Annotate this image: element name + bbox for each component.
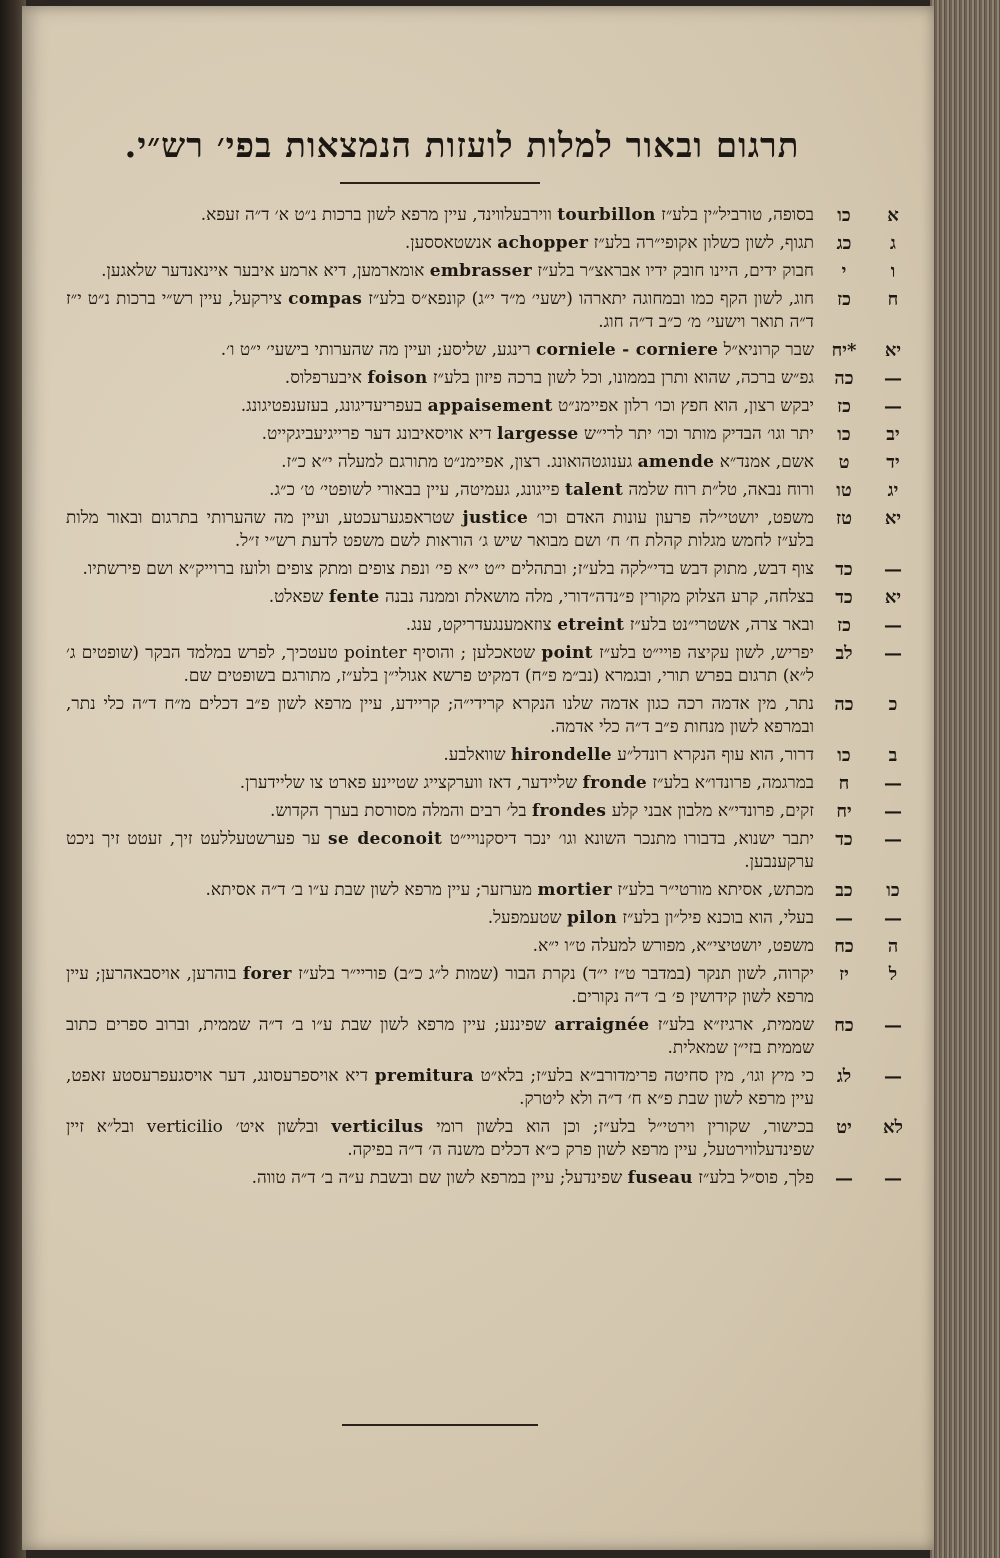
entry-row: [66, 260, 896, 283]
entry-row: [66, 507, 902, 553]
entries-list: [66, 204, 903, 1195]
foreign-word: foison: [367, 368, 428, 388]
foreign-word: amende: [637, 452, 715, 472]
entry-hebrew: נתר, מין אדמה רכה כגון אדמה שלנו הנקרא קרידי״ה; קריידע, עיין מרפא לשון פ״ב דכלים מ״ח ד״ה כלי נתר, ובמרפא לשון מנחות פ״ב ד״ה כלי אדמה.: [66, 694, 814, 737]
entry-explanation: צוזאמענגעדריקט, ענג.: [405, 615, 552, 635]
entry-row: [66, 1116, 903, 1162]
chapter-number: כו: [886, 880, 900, 901]
entry-hebrew: יפריש, לשון עקיצה פויי״ט בלע״ז: [599, 643, 815, 663]
entry-explanation: אנשטאססען.: [404, 233, 492, 253]
entry-text: [66, 558, 836, 581]
entry-explanation: דיא אויסאיבונג דער פרייגיעביגקייט.: [261, 424, 492, 444]
entry-row: [66, 204, 899, 227]
foreign-word: mortier: [537, 880, 612, 900]
entry-row: [66, 288, 899, 334]
chapter-number: יג: [887, 480, 899, 501]
foreign-word: fuseau: [627, 1168, 693, 1188]
entry-row: [66, 232, 896, 255]
entry-text: [66, 367, 836, 390]
entry-explanation: רינגע, שליסע; ועיין מה שהערותי בישעי׳ י״ט ו׳.: [220, 340, 531, 360]
verse-number: כד: [835, 829, 853, 850]
verse-number: כח: [834, 1015, 854, 1036]
entry-row: [66, 907, 902, 930]
chapter-number: —: [884, 1168, 902, 1189]
entry-hebrew: בעלי, הוא בוכנא פיל״ון בלע״ז: [622, 908, 814, 928]
verse-number: כה: [834, 368, 854, 389]
entry-text: [66, 232, 836, 255]
entry-hebrew: כי מיץ וגו׳, מין סחיטה פרימדורב״א בלע״ז; בלא״ט: [480, 1066, 815, 1086]
foreign-word: compas: [288, 289, 363, 309]
verse-number: ח: [838, 773, 850, 794]
entry-hebrew: יתר וגו׳ הבדיק מותר וכו׳ יתר לרי״ש: [583, 424, 814, 444]
chapter-number: —: [884, 368, 902, 389]
chapter-number: —: [884, 643, 902, 664]
entry-row: [66, 879, 900, 902]
chapter-number: יא: [884, 340, 902, 361]
verse-number: יח: [836, 801, 852, 822]
chapter-number: יא: [884, 508, 902, 529]
verse-number: כז: [837, 396, 851, 417]
foreign-word: tourbillon: [557, 205, 656, 225]
entry-hebrew: חוג, לשון הקף כמו ובמחוגה יתארהו (ישעי׳ מ״ד י״ג) קונפא״ס בלע״ז: [368, 289, 815, 309]
foreign-word: embrasser: [429, 261, 533, 281]
verse-number: כב: [835, 880, 853, 901]
entry-row: [66, 1167, 902, 1190]
entry-hebrew: בסופה, טורביל״ין בלע״ז: [661, 205, 814, 225]
entry-explanation: ובלשון איט׳ verticilio ובל״א זיין שפינדעלווירטעל, עיין מרפא לשון פרק כ״א דכלים משנה ה׳ ד״ה בפיקה.: [66, 1117, 814, 1160]
verse-number: כו: [837, 745, 851, 766]
entry-row: [66, 1065, 902, 1111]
verse-number: כה: [834, 694, 854, 715]
chapter-number: —: [884, 773, 902, 794]
entry-row: [66, 451, 900, 474]
page-edges: [930, 0, 1000, 1558]
entry-text: [66, 1014, 836, 1060]
entry-hebrew: מכתש, אסיתא מורטי״ר בלע״ז: [617, 880, 814, 900]
entry-row: [66, 828, 902, 874]
foreign-word: largesse: [497, 424, 579, 444]
chapter-number: ח: [887, 289, 899, 310]
entry-hebrew: במרגמה, פרונדו״א בלע״ז: [652, 773, 814, 793]
verse-number: —: [835, 908, 853, 929]
foreign-word: verticilus: [331, 1117, 424, 1137]
entry-row: [66, 772, 902, 795]
foreign-word: hirondelle: [510, 745, 612, 765]
verse-number: כו: [837, 424, 851, 445]
entry-explanation: גענוגטהואונג. רצון, אפיימנ״ט מתורגם למעלה י״א כ״ז.: [281, 452, 633, 472]
foreign-word: justice: [462, 508, 529, 528]
foreign-word: etreint: [557, 615, 625, 635]
entry-text: [66, 744, 836, 767]
entry-text: [66, 1065, 836, 1111]
chapter-number: —: [884, 615, 902, 636]
foreign-word: arraignée: [554, 1015, 650, 1035]
entry-explanation: ווירבעלווינד, עיין מרפא לשון ברכות נ״ט א׳ ד״ה זעפא.: [200, 205, 552, 225]
book-page: [22, 6, 934, 1550]
entry-row: [66, 479, 899, 502]
entry-row: [66, 935, 899, 958]
foreign-word: corniele - corniere: [536, 340, 719, 360]
foreign-word: achopper: [497, 233, 589, 253]
entry-text: [66, 772, 836, 795]
entry-explanation: איבערפלוס.: [284, 368, 362, 388]
chapter-number: ו: [890, 261, 896, 282]
entry-text: [66, 828, 836, 874]
title-rule: [340, 182, 540, 184]
entry-hebrew: יבקש רצון, הוא חפץ וכו׳ רלון אפיימנ״ט: [558, 396, 814, 416]
chapter-number: ג: [890, 233, 896, 254]
chapter-number: —: [884, 1066, 902, 1087]
verse-number: לב: [835, 643, 853, 664]
entry-row: [66, 339, 902, 362]
entry-text: [66, 451, 836, 474]
entry-explanation: שוואלבע.: [443, 745, 506, 765]
entry-row: [66, 642, 902, 688]
entry-text: [66, 693, 836, 739]
chapter-number: —: [884, 908, 902, 929]
entry-text: [66, 907, 836, 930]
entry-text: [66, 935, 836, 958]
chapter-number: —: [884, 559, 902, 580]
foreign-word: fente: [328, 587, 380, 607]
foreign-word: forer: [242, 964, 292, 984]
chapter-number: לא: [883, 1117, 903, 1138]
chapter-number: —: [884, 801, 902, 822]
entry-explanation: צירקעל, עיין רש״י ברכות נ״ט י״ז ד״ה תואר וישעי׳ מ׳ כ״ב ד״ה חוג.: [66, 289, 814, 332]
entry-explanation: שטאכלען ; והוסיף pointer טעטכיך, לפרש במלמד הבקר (שופטים ג׳ ל״א) תרגום בפרש תורי, ובגמרא (נב״מ פ״ח) דמקיט פרשא אגולי״ן בלע״ז, מתורגם בשופטים שם.: [66, 643, 814, 686]
entry-row: [66, 693, 898, 739]
entry-text: [66, 963, 836, 1009]
entry-explanation: שטעמפעל.: [487, 908, 562, 928]
entry-explanation: שליידער, דאז ווערקצייג שטיינע פארט צו שליידערן.: [239, 773, 578, 793]
chapter-number: ל: [888, 964, 898, 985]
entry-hebrew: זקים, פרונדי״א מלבון אבני קלע: [611, 801, 814, 821]
entry-text: [66, 642, 836, 688]
entry-text: [66, 1116, 836, 1162]
chapter-number: כ: [888, 694, 898, 715]
verse-number: כד: [835, 587, 853, 608]
chapter-number: א: [887, 205, 899, 226]
verse-number: כג: [836, 233, 852, 254]
entry-hebrew: משפט, יושטיצי״א, מפורש למעלה ט״ו י״א.: [532, 936, 814, 956]
verse-number: כו: [837, 205, 851, 226]
entry-explanation: בוהרען, אויסבאהרען; עיין מרפא לשון קידושין פ׳ ב׳ ד״ה נקורים.: [66, 964, 814, 1007]
foreign-word: se deconoit: [327, 829, 443, 849]
entry-hebrew: חבוק ידים, היינו חובק ידיו אבראצ״ר בלע״ז: [537, 261, 814, 281]
entry-explanation: ער פערשטעללעט זיך, זעטט זיך ניכט ערקענבען.: [66, 829, 814, 872]
entry-hebrew: דרור, הוא עוף הנקרא רונדל״ע: [617, 745, 814, 765]
chapter-number: יד: [886, 452, 900, 473]
entry-text: [66, 288, 836, 334]
verse-number: טז: [836, 508, 852, 529]
verse-number: כז: [837, 289, 851, 310]
entry-text: [66, 614, 836, 637]
entry-explanation: שפאלט.: [268, 587, 324, 607]
entry-explanation: בל׳ רבים והמלה מסורסת בערך הקדוש.: [270, 801, 527, 821]
entry-text: [66, 260, 836, 283]
verse-number: —: [835, 1168, 853, 1189]
entry-row: [66, 558, 902, 581]
entry-hebrew: בכישור, שקורין וירטי״ל בלע״ז; וכן הוא בלשון רומי: [436, 1117, 814, 1137]
verse-number: ט: [838, 452, 850, 473]
entry-text: [66, 423, 836, 446]
entry-text: [66, 204, 836, 227]
entry-explanation: פייגונג, געמיטה, עיין בבאורי לשופטי׳ ט׳ כ״ג.: [269, 480, 560, 500]
page-title: תרגום ובאור למלות לועזות הנמצאות בפי׳ רש״י.: [124, 126, 800, 166]
entry-hebrew: יקרוה, לשון תנקר (במדבר ט״ז י״ד) נקרת הבור (שמות ל״ג כ״ב) פוריי״ר בלע״ז: [298, 964, 815, 984]
foreign-word: pilon: [567, 908, 618, 928]
entry-row: [66, 586, 902, 609]
entry-hebrew: אשם, אמנד״א: [719, 452, 814, 472]
entry-hebrew: פלך, פוס״ל בלע״ז: [698, 1168, 814, 1188]
entry-hebrew: גפ״ש ברכה, שהוא ותרן בממונו, וכל לשון ברכה פיזון בלע״ז: [432, 368, 814, 388]
entry-explanation: בעפריעדיגונג, בעזענפטיגונג.: [240, 396, 423, 416]
entry-text: [66, 879, 836, 902]
entry-explanation: אומארמען, דיא ארמע איבער איינאנדער שלאגען.: [101, 261, 425, 281]
entry-explanation: שפינדעל; עיין במרפא לשון שם ובשבת ע״ה ב׳ ד״ה טווה.: [251, 1168, 623, 1188]
entry-text: [66, 1167, 836, 1190]
entry-hebrew: משפט, יושטי״לה פרעון עונות האדם וכו׳: [536, 508, 815, 528]
entry-row: [66, 963, 898, 1009]
entry-hebrew: שבר קרוניא״ל: [723, 340, 814, 360]
entry-text: [66, 800, 836, 823]
foreign-word: point: [541, 643, 593, 663]
chapter-number: —: [884, 396, 902, 417]
verse-number: יט: [836, 1117, 852, 1138]
entry-hebrew: בצלחה, קרע הצלוק מקורין פ״נדה״דורי, מלה מושאלת וממנה נבנה: [384, 587, 814, 607]
verse-number: טו: [836, 480, 852, 501]
entry-explanation: דיא אויספרעסונג, דער אויסגעפרעסטע זאפט, עיין מרפא לשון שבת פ״א ח׳ ד״ה ולא ליטרק.: [66, 1066, 814, 1109]
foreign-word: premitura: [374, 1066, 474, 1086]
foreign-word: frondes: [531, 801, 607, 821]
entry-text: [66, 586, 836, 609]
entry-hebrew: תגוף, לשון כשלון אקופי״רה בלע״ז: [593, 233, 814, 253]
entry-explanation: מערזער; עיין מרפא לשון שבת ע״ו ב׳ ד״ה אסיתא.: [205, 880, 533, 900]
entry-text: [66, 339, 836, 362]
entry-hebrew: ובאר צרה, אשטרי״נט בלע״ז: [629, 615, 814, 635]
foreign-word: appaisement: [427, 396, 553, 416]
entry-row: [66, 1014, 902, 1060]
entry-explanation: שפיננע; עיין מרפא לשון שבת ע״ו ב׳ ד״ה שממית, וברוב ספרים כתוב שממית בזי״ן שמאלית.: [66, 1015, 814, 1058]
chapter-number: יב: [886, 424, 900, 445]
entry-row: [66, 614, 902, 637]
entry-text: [66, 395, 836, 418]
verse-number: י: [841, 261, 847, 282]
chapter-number: יא: [884, 587, 902, 608]
foreign-word: fronde: [582, 773, 647, 793]
chapter-number: ב: [888, 745, 898, 766]
foreign-word: talent: [564, 480, 624, 500]
verse-number: לג: [836, 1066, 852, 1087]
entry-explanation: שטראפגערעכטע, ועיין מה שהערותי בתרגום ובאור מלות בלע״ז לחמש מגלות קהלת ח׳ ח׳ ושם מבואר שיש ג׳ הוראות לשם משפט לדעת רש״י ז״ל.: [66, 508, 814, 551]
verse-number: כז: [837, 615, 851, 636]
verse-number: *יח: [831, 340, 857, 361]
entry-hebrew: צוף דבש, מתוק דבש בדי״לקה בלע״ז; ובתהלים י״ט י״א פי׳ ונפת צופים ומתק צופים ולועז ברוייק״א ושם פירשתיו.: [82, 559, 814, 579]
chapter-number: —: [884, 1015, 902, 1036]
entry-text: [66, 507, 836, 553]
chapter-number: ה: [887, 936, 899, 957]
entry-row: [66, 800, 902, 823]
entry-hebrew: יתבר ישנוא, בדבורו מתנכר השונא וגו׳ ינכר דיסקנויי״ט: [449, 829, 815, 849]
verse-number: כח: [834, 936, 854, 957]
entry-hebrew: שממית, ארגיז״א בלע״ז: [657, 1015, 814, 1035]
entry-row: [66, 744, 898, 767]
bottom-rule: [342, 1424, 538, 1426]
entry-text: [66, 479, 836, 502]
verse-number: יז: [839, 964, 849, 985]
entry-hebrew: ורוח נבאה, טל״ת רוח שלמה: [628, 480, 814, 500]
chapter-number: —: [884, 829, 902, 850]
entry-row: [66, 367, 902, 390]
entry-row: [66, 395, 902, 418]
entry-row: [66, 423, 900, 446]
verse-number: כד: [835, 559, 853, 580]
